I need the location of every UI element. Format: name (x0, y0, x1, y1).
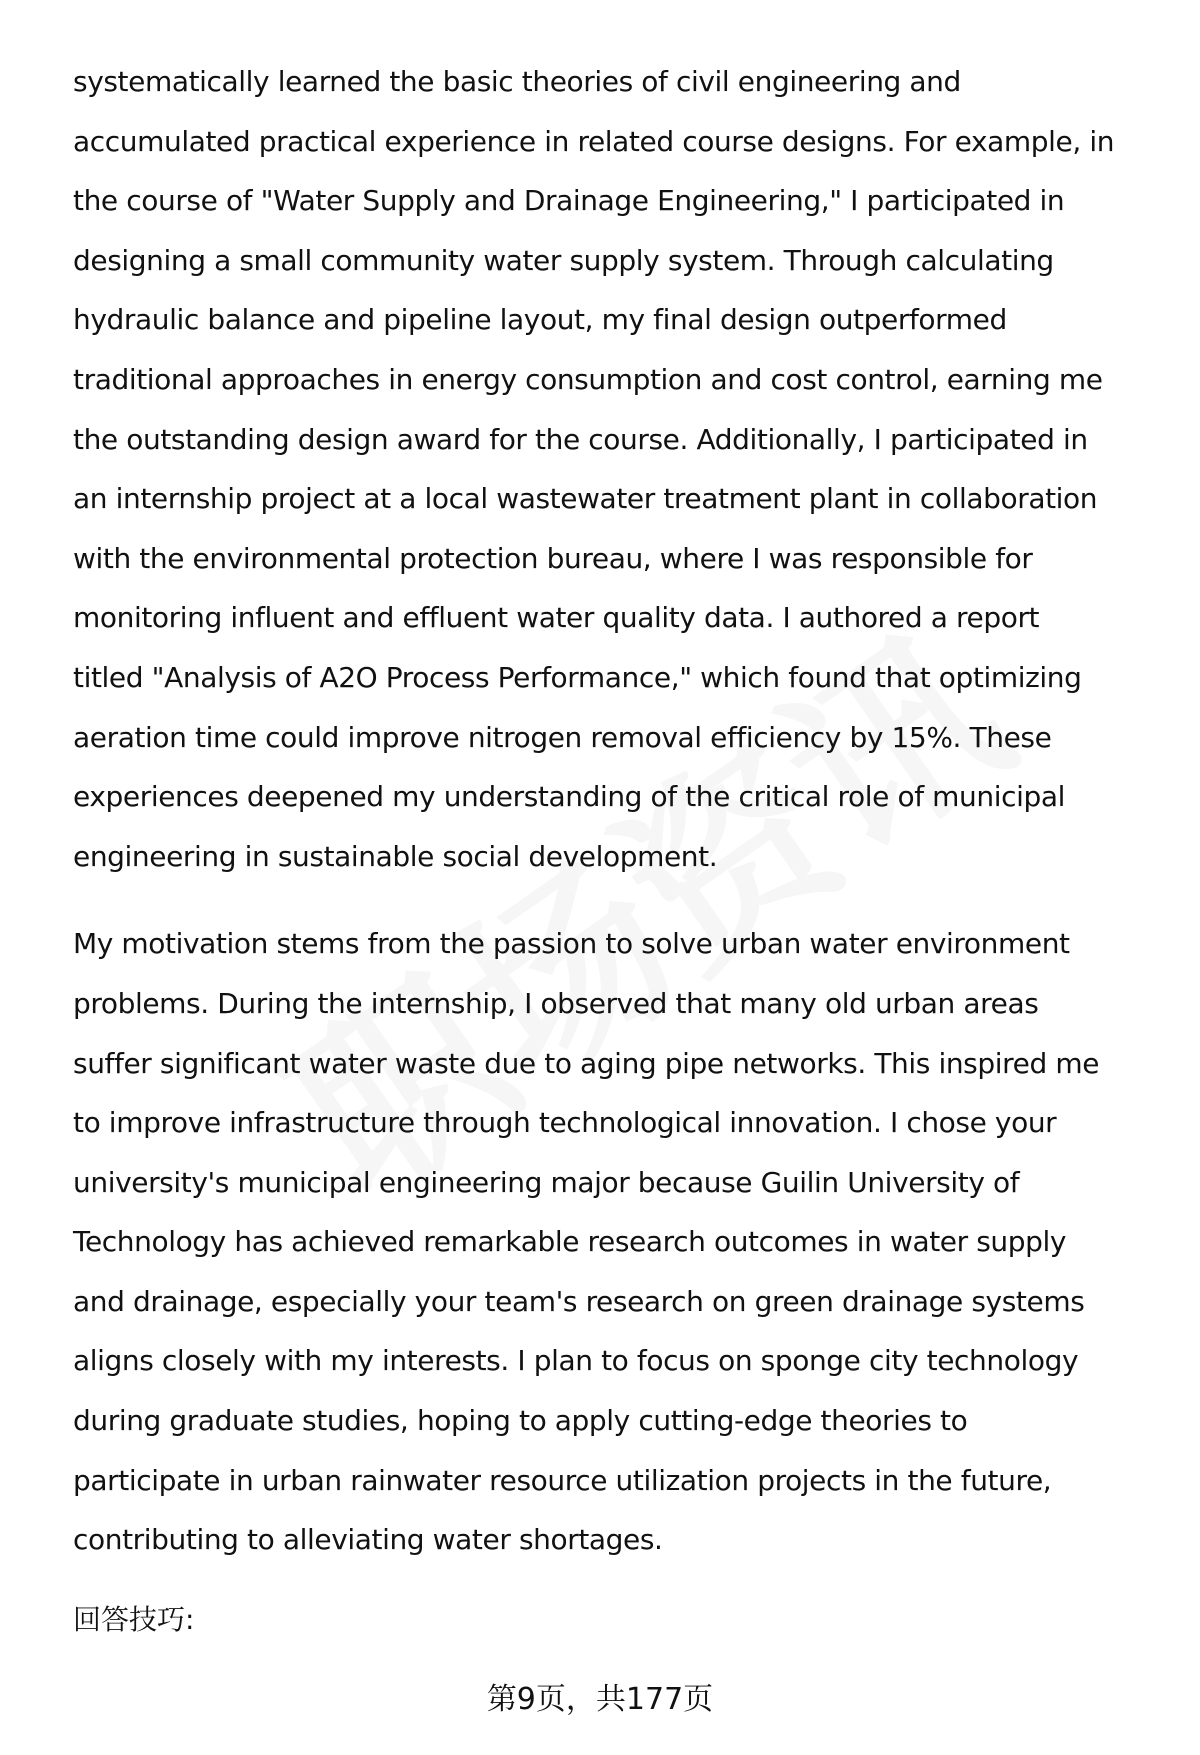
text-line: experiences deepened my understanding of the critical role of municipal (73, 780, 1066, 814)
answer-tips-label: 回答技巧: (73, 1603, 195, 1636)
text-line: accumulated practical experience in related course designs. For example, in (73, 124, 1115, 158)
text-line: with the environmental protection bureau, where I was responsible for (73, 541, 1033, 575)
text-line: university's municipal engineering major because Guilin University of (73, 1165, 1020, 1199)
text-line: hydraulic balance and pipeline layout, my final design outperformed (73, 303, 1007, 337)
text-line: aeration time could improve nitrogen removal efficiency by 15%. These (73, 720, 1052, 754)
text-line: the outstanding design award for the course. Additionally, I participated in (73, 422, 1088, 456)
document-body (73, 52, 1153, 1570)
text-line: the course of "Water Supply and Drainage Engineering," I participated in (73, 184, 1065, 218)
text-line: participate in urban rainwater resource utilization projects in the future, (73, 1463, 1052, 1497)
text-line: titled "Analysis of A2O Process Performance," which found that optimizing (73, 660, 1082, 694)
text-line: traditional approaches in energy consumption and cost control, earning me (73, 362, 1103, 396)
text-line: Technology has achieved remarkable research outcomes in water supply (73, 1225, 1067, 1259)
text-line: aligns closely with my interests. I plan to focus on sponge city technology (73, 1344, 1079, 1378)
text-line: My motivation stems from the passion to solve urban water environment (73, 927, 1070, 961)
text-line: systematically learned the basic theories of civil engineering and (73, 65, 961, 98)
page-number-footer: 第9页，共177页 (486, 1682, 714, 1717)
text-line: contributing to alleviating water shortages. (73, 1523, 663, 1557)
text-line: and drainage, especially your team's research on green drainage systems (73, 1284, 1085, 1318)
text-line: an internship project at a local wastewater treatment plant in collaboration (73, 482, 1098, 516)
text-line: problems. During the internship, I observed that many old urban areas (73, 986, 1039, 1020)
text-line: to improve infrastructure through technological innovation. I chose your (73, 1106, 1057, 1140)
text-line: during graduate studies, hoping to apply cutting-edge theories to (73, 1404, 968, 1438)
text-line: monitoring influent and effluent water quality data. I authored a report (73, 601, 1040, 635)
paragraph-2 (73, 914, 1153, 1570)
text-line: suffer significant water waste due to aging pipe networks. This inspired me (73, 1046, 1100, 1080)
text-line: engineering in sustainable social development. (73, 839, 718, 873)
text-line: designing a small community water supply system. Through calculating (73, 243, 1054, 277)
paragraph-1 (73, 52, 1153, 886)
